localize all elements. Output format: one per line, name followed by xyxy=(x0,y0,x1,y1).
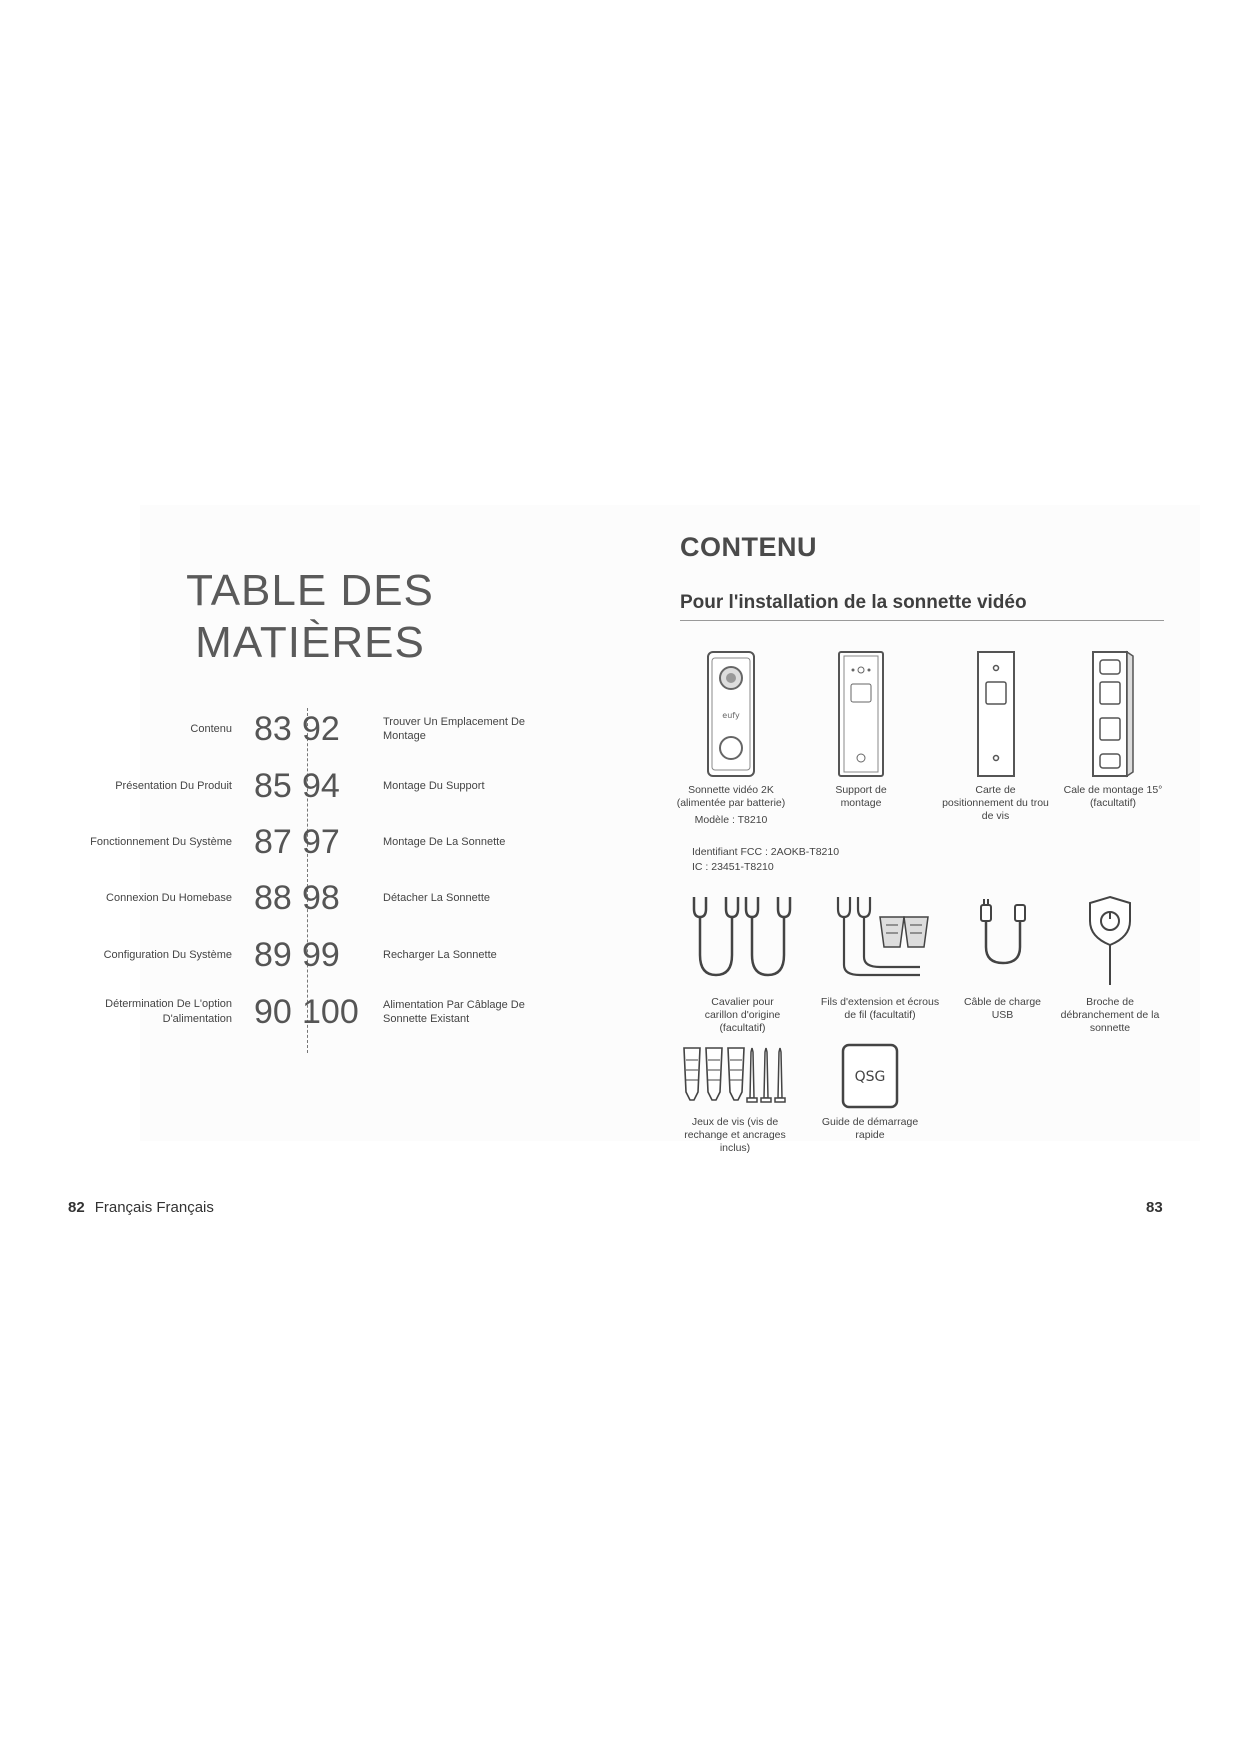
toc-page-number-right: 92 xyxy=(302,709,340,748)
caption-line: USB xyxy=(991,1009,1014,1021)
toc-row xyxy=(0,704,620,754)
caption-line: Modèle : T8210 xyxy=(694,814,768,826)
toc-page-number-right: 100 xyxy=(302,992,359,1031)
toc-title-line1: TABLE DES xyxy=(186,566,434,615)
toc-entry-left[interactable]: Détermination De L'option D'alimentation xyxy=(105,998,232,1025)
toc-page-number-left: 89 xyxy=(254,935,292,974)
fcc-identifier xyxy=(692,845,839,875)
caption-line: Cale de montage 15° xyxy=(1063,784,1163,796)
mounting-template-icon xyxy=(976,650,1016,778)
doorbell-icon xyxy=(706,650,756,778)
left-page-number: 82 xyxy=(68,1199,85,1216)
toc-entry-right[interactable]: Recharger La Sonnette xyxy=(383,949,497,961)
toc-row xyxy=(0,930,620,980)
toc-entry-left[interactable]: Présentation Du Produit xyxy=(115,779,232,792)
toc-entry-left[interactable]: Configuration Du Système xyxy=(103,948,232,961)
wedge-plate-icon xyxy=(1091,650,1135,778)
caption-line: sonnette xyxy=(1089,1022,1131,1034)
item-caption xyxy=(676,784,786,827)
release-pin-icon xyxy=(1085,895,1135,990)
toc-entry-right[interactable]: Trouver Un Emplacement De Montage xyxy=(383,716,526,742)
contents-item-mounting-template xyxy=(938,650,1053,823)
right-page-number: 83 xyxy=(1146,1199,1163,1216)
contents-item-quick-start-guide xyxy=(815,1042,925,1142)
caption-line: inclus) xyxy=(719,1142,751,1154)
item-caption xyxy=(675,1116,795,1155)
toc-entry-right[interactable]: Montage Du Support xyxy=(383,780,485,792)
toc-page-number-right: 98 xyxy=(302,878,340,917)
contents-item-jumper-cable xyxy=(680,895,805,1035)
doorbell-brand-label: eufy xyxy=(722,711,740,720)
toc-entry-right[interactable]: Détacher La Sonnette xyxy=(383,892,491,904)
contents-item-screws-anchors xyxy=(675,1042,795,1155)
caption-line: Fils d'extension et écrous xyxy=(820,996,940,1008)
toc-row xyxy=(0,761,620,811)
item-caption xyxy=(680,996,805,1035)
toc-page-number-right: 94 xyxy=(302,766,340,805)
left-page-footer xyxy=(68,1199,214,1216)
screws-anchors-icon xyxy=(680,1042,790,1110)
toc-page-number-left: 87 xyxy=(254,822,292,861)
item-caption xyxy=(938,784,1053,823)
jumper-cable-icon xyxy=(688,895,798,990)
caption-line: Sonnette vidéo 2K xyxy=(688,784,774,796)
qsg-icon xyxy=(840,1042,900,1110)
toc-entry-right[interactable]: Alimentation Par Câblage De Sonnette Existant xyxy=(383,999,525,1025)
toc-entry-left[interactable]: Fonctionnement Du Système xyxy=(90,835,232,848)
contents-item-doorbell xyxy=(676,650,786,827)
item-caption xyxy=(806,784,916,810)
toc-entry-left[interactable]: Contenu xyxy=(190,722,232,735)
contents-item-mounting-bracket xyxy=(806,650,916,810)
caption-line: Broche de xyxy=(1086,996,1134,1008)
toc-row xyxy=(0,987,620,1037)
caption-line: Carte de xyxy=(975,784,1016,796)
caption-line: (facultatif) xyxy=(719,1022,766,1034)
toc-entry-left[interactable]: Connexion Du Homebase xyxy=(106,891,232,904)
caption-line: rechange et ancrages xyxy=(684,1129,786,1141)
contents-item-release-pin xyxy=(1055,895,1165,1035)
toc-page-number-left: 85 xyxy=(254,766,292,805)
caption-line: (facultatif) xyxy=(1089,797,1137,809)
caption-line: de vis xyxy=(981,810,1010,822)
caption-line: carillon d'origine xyxy=(704,1009,781,1021)
left-page-language: Français Français xyxy=(94,1199,214,1216)
fcc-id-line: Identifiant FCC : 2AOKB-T8210 xyxy=(692,846,840,858)
caption-line: Câble de charge xyxy=(963,996,1042,1008)
item-caption xyxy=(815,996,945,1022)
caption-line: (alimentée par batterie) xyxy=(676,797,786,809)
caption-line: Guide de démarrage xyxy=(821,1116,919,1128)
toc-page-number-left: 90 xyxy=(254,992,292,1031)
caption-line: positionnement du trou xyxy=(942,797,1049,809)
caption-line: débranchement de la xyxy=(1060,1009,1160,1021)
toc-page-number-right: 97 xyxy=(302,822,340,861)
contents-item-extension-wires xyxy=(815,895,945,1022)
caption-line: Support de xyxy=(835,784,887,796)
contents-item-usb-cable xyxy=(955,895,1050,1022)
caption-line: de fil (facultatif) xyxy=(844,1009,916,1021)
qsg-label: QSG xyxy=(854,1069,886,1085)
toc-title-line2: MATIÈRES xyxy=(195,618,425,667)
toc-page-number-left: 88 xyxy=(254,878,292,917)
mounting-bracket-icon xyxy=(836,650,886,778)
contents-item-wedge-plate xyxy=(1058,650,1168,810)
toc-page-number-right: 99 xyxy=(302,935,340,974)
contenu-title: CONTENU xyxy=(680,532,817,562)
caption-line: rapide xyxy=(855,1129,885,1141)
usb-cable-icon xyxy=(973,895,1033,990)
toc-entry-right[interactable]: Montage De La Sonnette xyxy=(383,836,506,848)
toc-title xyxy=(150,565,470,669)
toc-row xyxy=(0,817,620,867)
extension-wires-icon xyxy=(830,895,930,990)
item-caption xyxy=(815,1116,925,1142)
toc-page-number-left: 83 xyxy=(254,709,292,748)
caption-line: montage xyxy=(840,797,882,809)
caption-line: Cavalier pour xyxy=(711,996,774,1008)
item-caption xyxy=(955,996,1050,1022)
item-caption xyxy=(1055,996,1165,1035)
toc-row xyxy=(0,873,620,923)
ic-id-line: IC : 23451-T8210 xyxy=(692,861,774,873)
item-caption xyxy=(1058,784,1168,810)
caption-line: Jeux de vis (vis de xyxy=(691,1116,779,1128)
contenu-subtitle: Pour l'installation de la sonnette vidéo xyxy=(680,592,1164,621)
